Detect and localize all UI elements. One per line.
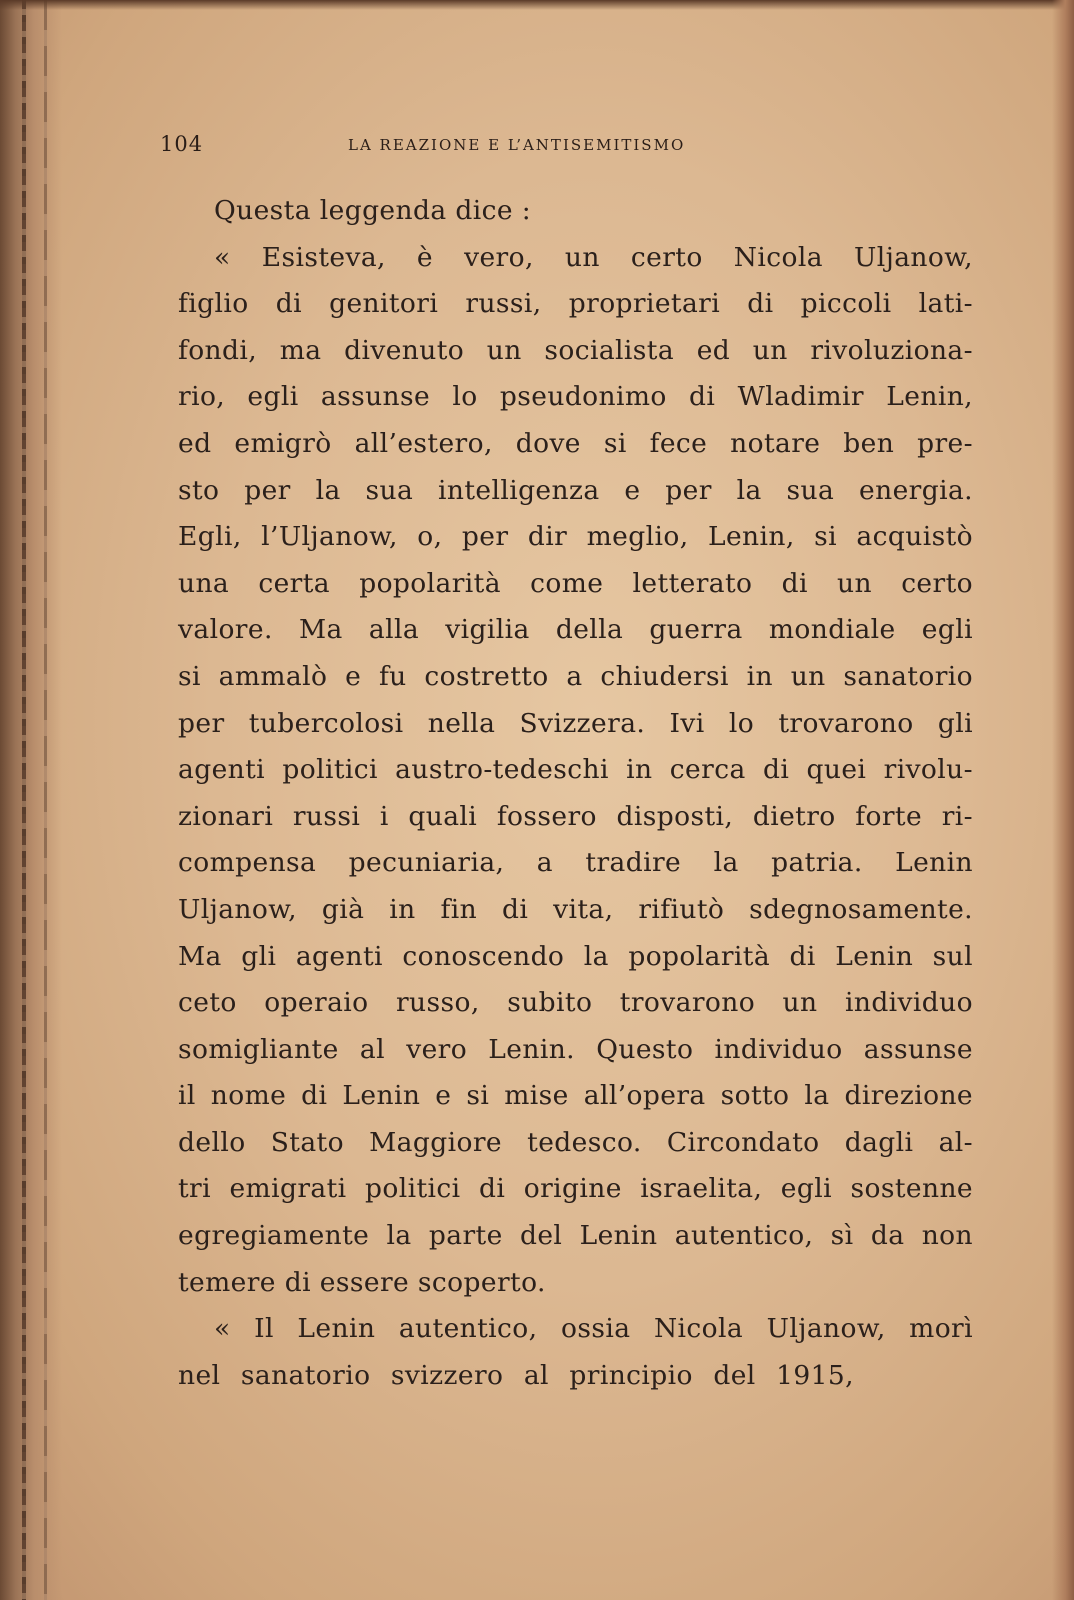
text-line: agenti politici austro-tedeschi in cerca di quei rivolu- — [178, 754, 973, 786]
text-line: Uljanow, già in fin di vita, rifiutò sdegnosamente. — [178, 893, 973, 925]
text-line: Ma gli agenti conoscendo la popolarità di Lenin sul — [178, 940, 973, 972]
text-line: sto per la sua intelligenza e per la sua energia. — [178, 474, 973, 506]
text-line: Egli, l’Uljanow, o, per dir meglio, Lenin, si acquistò — [178, 521, 973, 553]
page-right-edge — [1052, 0, 1074, 1600]
text-line: una certa popolarità come letterato di un certo — [178, 567, 973, 599]
text-line: fondi, ma divenuto un socialista ed un rivoluziona- — [178, 334, 973, 366]
text-line: temere di essere scoperto. — [178, 1266, 546, 1298]
text-line: egregiamente la parte del Lenin autentico, sì da non — [178, 1220, 973, 1252]
text-line: dello Stato Maggiore tedesco. Circondato dagli al- — [178, 1126, 973, 1158]
text-line: « Il Lenin autentico, ossia Nicola Uljanow, morì — [214, 1313, 973, 1345]
text-line: zionari russi i quali fossero disposti, dietro forte ri- — [178, 800, 973, 832]
text-line: valore. Ma alla vigilia della guerra mondiale egli — [178, 614, 973, 646]
text-line: si ammalò e fu costretto a chiudersi in un sanatorio — [178, 660, 973, 692]
text-line: somigliante al vero Lenin. Questo individuo assunse — [178, 1033, 973, 1065]
page-number: 104 — [160, 132, 204, 156]
text-line: per tubercolosi nella Svizzera. Ivi lo trovarono gli — [178, 707, 973, 739]
page-header — [160, 132, 800, 162]
page-top-edge — [0, 0, 1074, 10]
running-title: LA REAZIONE E L’ANTISEMITISMO — [348, 136, 686, 154]
text-line: « Esisteva, è vero, un certo Nicola Uljanow, — [214, 241, 973, 273]
text-line: tri emigrati politici di origine israelita, egli sostenne — [178, 1173, 973, 1205]
body-text — [178, 188, 973, 1399]
text-line: nel sanatorio svizzero al principio del 1915, — [178, 1359, 854, 1391]
text-line: compensa pecuniaria, a tradire la patria. Lenin — [178, 847, 973, 879]
text-line: rio, egli assunse lo pseudonimo di Wladimir Lenin, — [178, 381, 973, 413]
book-binding — [0, 0, 62, 1600]
text-line: ceto operaio russo, subito trovarono un individuo — [178, 987, 973, 1019]
text-line: il nome di Lenin e si mise all’opera sotto la direzione — [178, 1080, 973, 1112]
text-line: ed emigrò all’estero, dove si fece notare ben pre- — [178, 427, 973, 459]
text-line: Questa leggenda dice : — [214, 195, 532, 226]
text-line: figlio di genitori russi, proprietari di piccoli lati- — [178, 288, 973, 320]
